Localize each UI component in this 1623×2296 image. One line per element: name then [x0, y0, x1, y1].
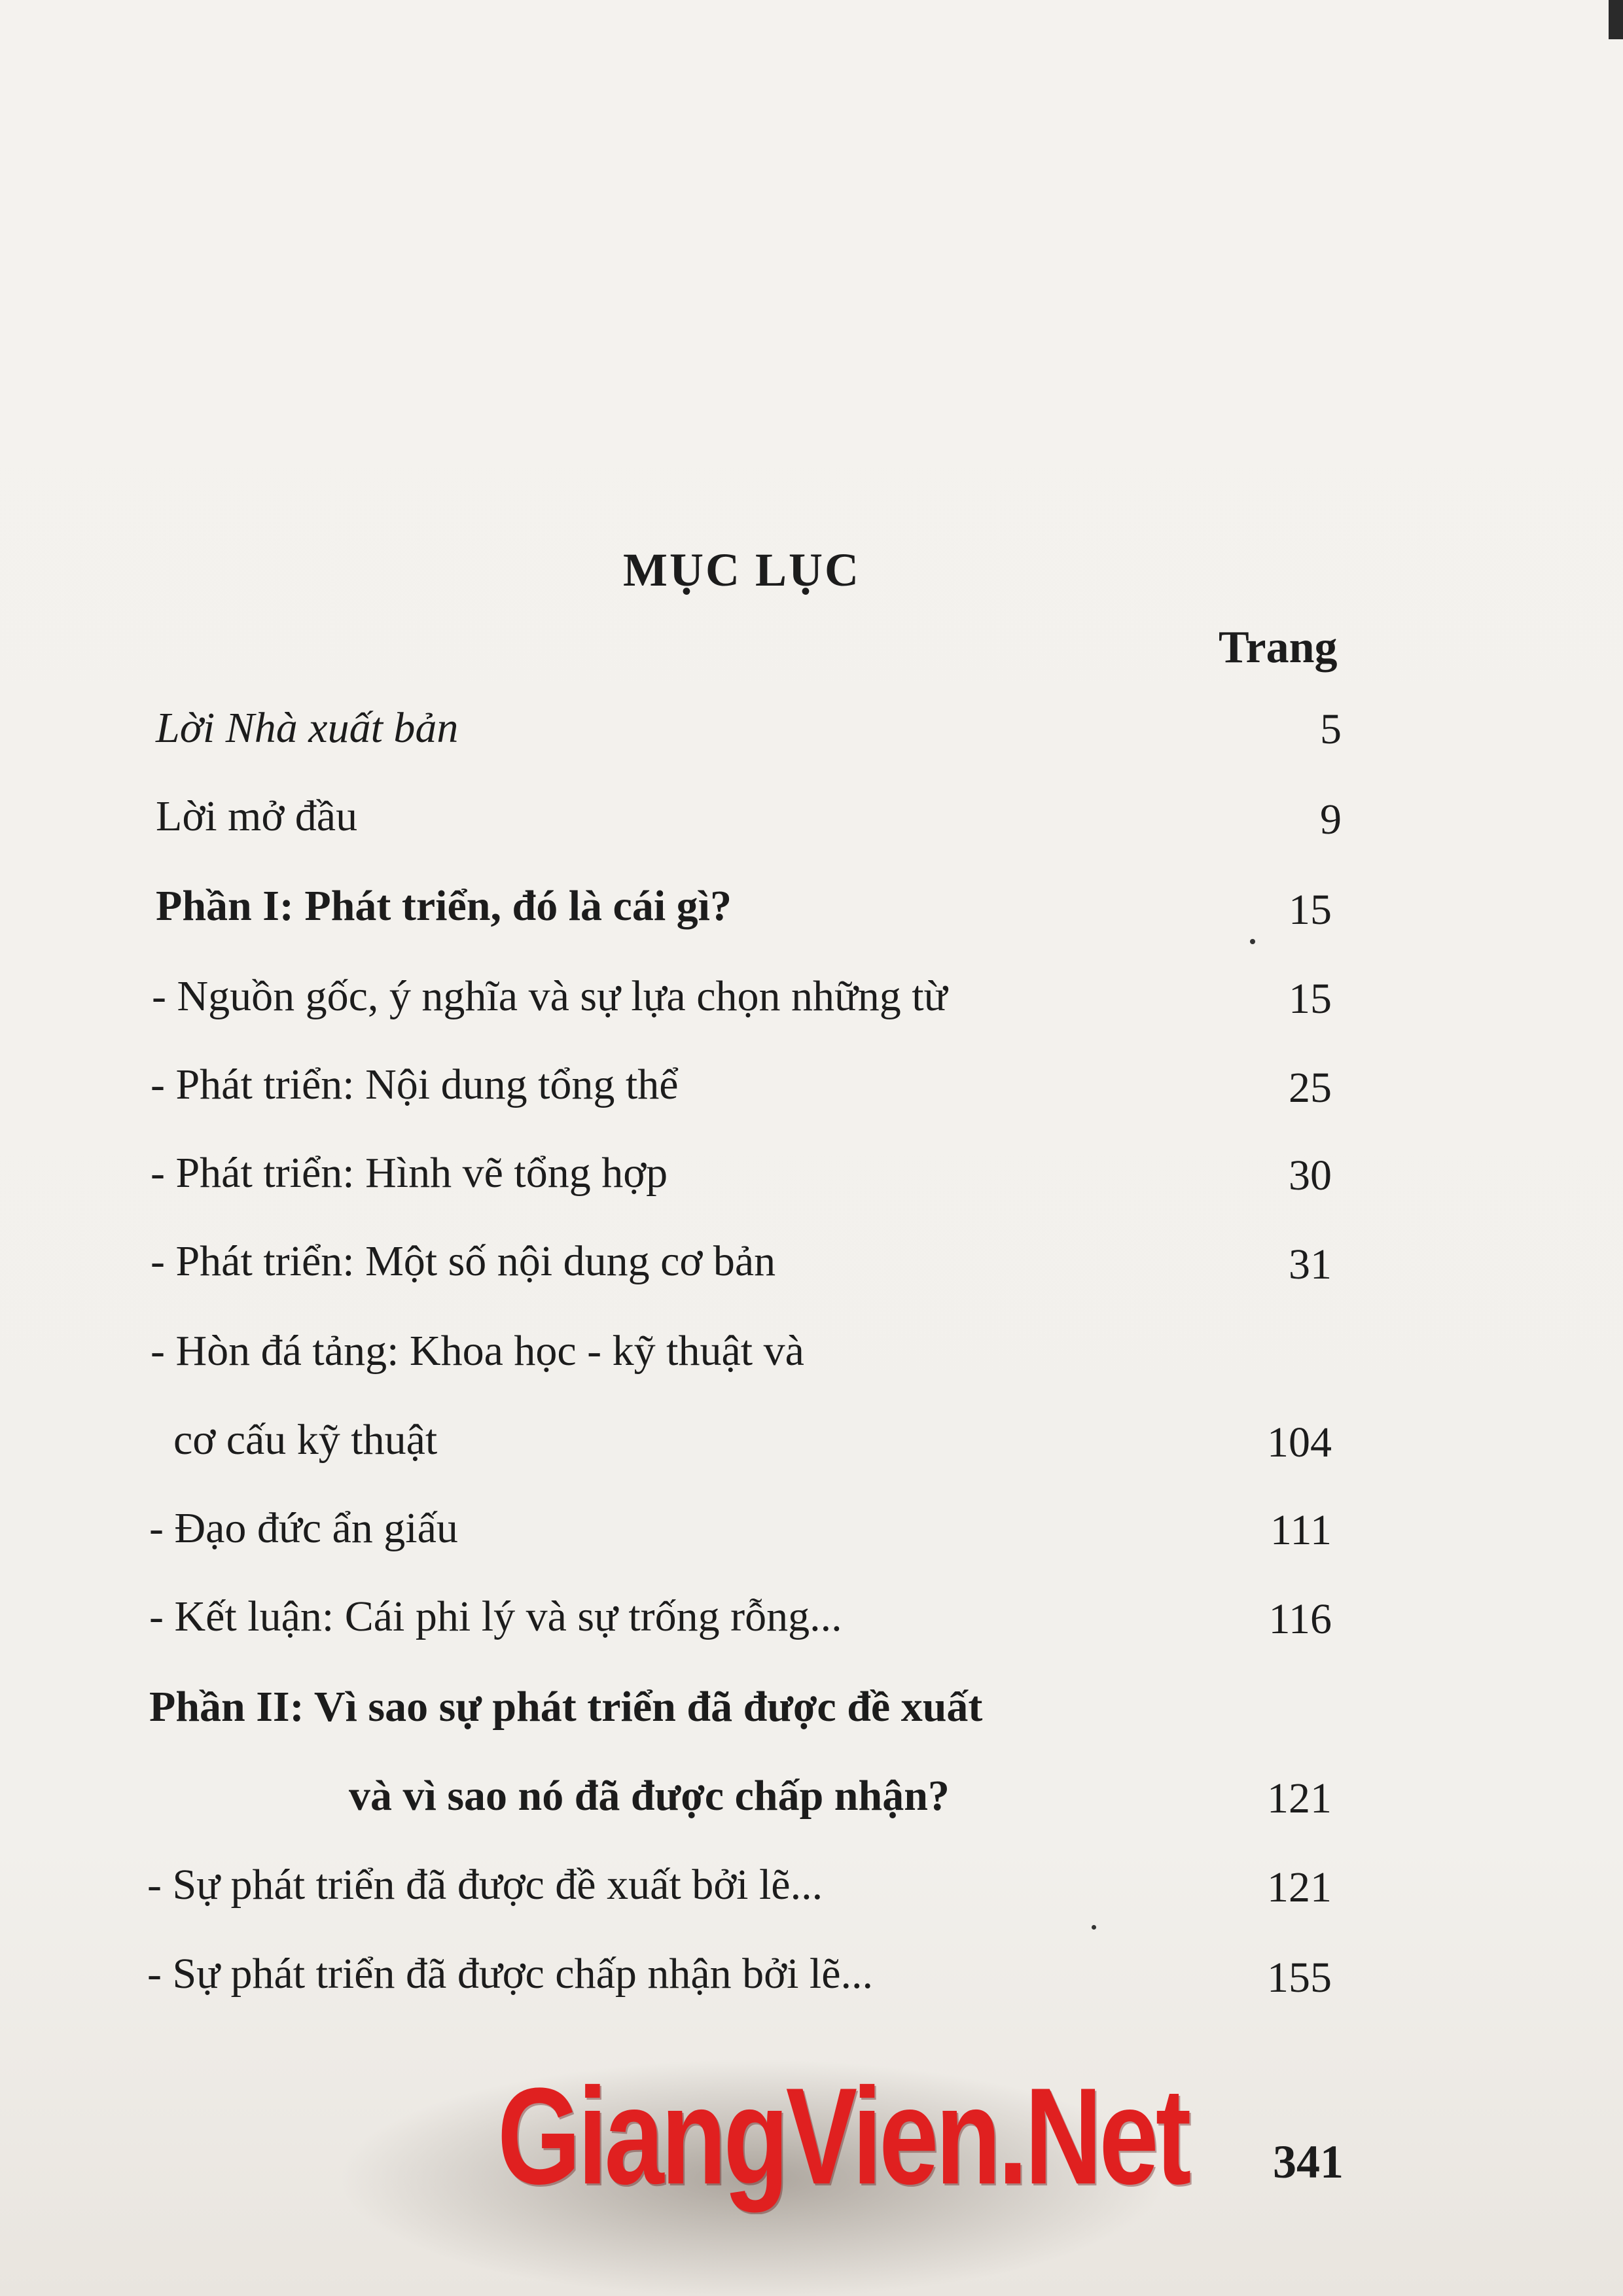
- toc-entry-label: - Sự phát triển đã được đề xuất bởi lẽ...: [147, 1861, 823, 1909]
- toc-entry-label: - Hòn đá tảng: Khoa học - kỹ thuật và: [151, 1327, 804, 1375]
- page-number: 341: [1273, 2136, 1344, 2188]
- toc-entry-page: 15: [1289, 975, 1332, 1023]
- toc-entry-page: 25: [1289, 1064, 1332, 1112]
- toc-part-heading: Phần I: Phát triển, đó là cái gì?: [156, 882, 732, 930]
- scan-speck: [1092, 1925, 1096, 1930]
- toc-title: MỤC LỤC: [623, 544, 861, 596]
- toc-entry-label: Lời mở đầu: [156, 792, 358, 840]
- toc-entry-page: 116: [1268, 1595, 1332, 1643]
- toc-entry-page: 104: [1267, 1419, 1332, 1466]
- scan-speck: [1250, 939, 1255, 944]
- toc-entry-label: - Phát triển: Hình vẽ tổng hợp: [151, 1149, 668, 1197]
- toc-entry-page: 30: [1289, 1152, 1332, 1199]
- toc-entry-page: 5: [1320, 705, 1342, 753]
- toc-entry-label: - Sự phát triển đã được chấp nhận bởi lẽ...: [147, 1950, 874, 1998]
- toc-entry-page: 155: [1267, 1954, 1332, 2002]
- toc-entry-label-continued: cơ cấu kỹ thuật: [173, 1416, 438, 1464]
- toc-entry-label: - Đạo đức ẩn giấu: [149, 1504, 458, 1552]
- toc-entry-label: - Phát triển: Một số nội dung cơ bản: [151, 1237, 776, 1285]
- toc-entry-label: Lời Nhà xuất bản: [156, 704, 459, 752]
- toc-part-heading: Phần II: Vì sao sự phát triển đã được đề xuất: [149, 1683, 983, 1731]
- toc-part-heading-continued: và vì sao nó đã được chấp nhận?: [349, 1772, 950, 1820]
- toc-entry-page: 111: [1270, 1506, 1332, 1554]
- toc-entry-label: - Kết luận: Cái phi lý và sự trống rỗng...: [149, 1593, 842, 1640]
- toc-entry-page: 15: [1289, 886, 1332, 934]
- page-column-header: Trang: [1219, 622, 1338, 673]
- watermark-logo: GiangVien.Net: [497, 2059, 1188, 2213]
- toc-entry-page: 121: [1267, 1863, 1332, 1911]
- toc-entry-label: - Nguồn gốc, ý nghĩa và sự lựa chọn những từ: [152, 972, 948, 1020]
- toc-entry-label: - Phát triển: Nội dung tổng thể: [151, 1061, 679, 1108]
- toc-entry-page: 9: [1320, 796, 1342, 843]
- toc-entry-page: 121: [1267, 1775, 1332, 1822]
- toc-entry-page: 31: [1289, 1241, 1332, 1288]
